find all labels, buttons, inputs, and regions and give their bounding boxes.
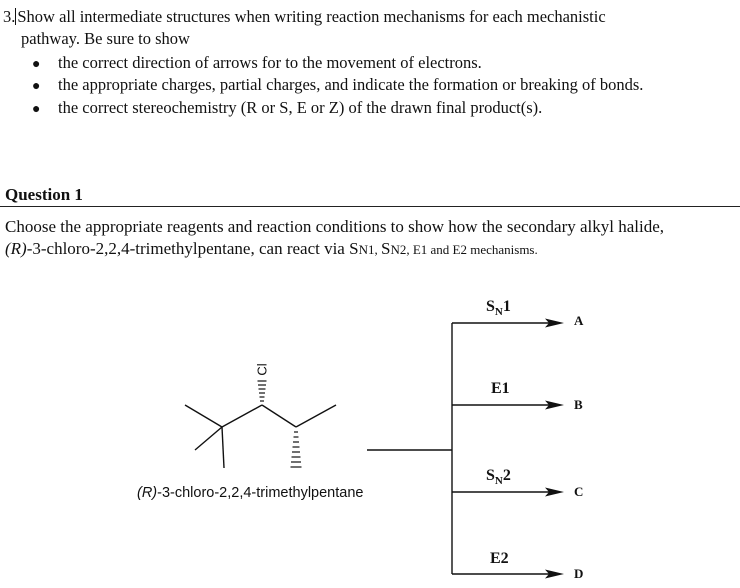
sn2-label-s: S (380, 239, 391, 258)
molecule-caption (137, 485, 363, 501)
sn1-label-rest: N1, (358, 242, 381, 257)
sn1-label-s: S (349, 239, 359, 258)
product-label-d: D (574, 566, 584, 581)
bond-methyl-c (222, 427, 224, 468)
stereo-descriptor: (R) (5, 239, 27, 258)
bond-c4-c5 (296, 405, 336, 427)
skeletal-structure (185, 323, 550, 574)
bullet-text-1: the correct direction of arrows for to the movement of electrons. (58, 53, 482, 72)
bullet-text-3: the correct stereochemistry (R or S, E or Z) of the drawn final product(s). (58, 98, 543, 117)
product-label-a: A (574, 313, 584, 328)
caption-stereo-descriptor: (R) (137, 485, 158, 501)
question-text-line-1: Choose the appropriate reagents and reaction conditions to show how the secondary alkyl halide, (5, 217, 665, 236)
bullet-text-2: the appropriate charges, partial charges, and indicate the formation or breaking of bonds. (58, 75, 644, 94)
chlorine-atom-label: Cl (254, 363, 270, 376)
bond-methyl-b (195, 427, 222, 450)
product-label-c: C (574, 484, 584, 499)
mechanism-label-e2: E2 (490, 550, 509, 567)
bond-c3-c4 (262, 405, 296, 427)
mechanism-label-sn1: $S_N1$ (486, 298, 511, 319)
question-number: 3. (3, 7, 16, 26)
hashed-wedge-cl (258, 381, 267, 401)
bond-methyl-a (185, 405, 222, 427)
caption-compound-name: -3-chloro-2,2,4-trimethylpentane (157, 485, 364, 501)
mechanism-label-sn2: $S_N2$ (486, 467, 511, 488)
mechanism-label-e1: E1 (491, 380, 510, 397)
bond-c2-c3 (222, 405, 262, 427)
product-label-b: B (574, 397, 583, 412)
bullet-dot: ● (32, 102, 41, 117)
sn2-label-rest: N2, E1 and E2 mechanisms. (390, 242, 538, 257)
instructions-text-1: Show all intermediate structures when writing reaction mechanisms for each mechanistic (17, 7, 606, 26)
instructions-line-2: pathway. Be sure to show (21, 29, 190, 48)
compound-name: -3-chloro-2,2,4-trimethylpentane, can react via (26, 239, 350, 258)
hashed-wedge-methyl (291, 432, 302, 467)
arrowheads (545, 319, 564, 579)
bullet-dot: ● (32, 79, 41, 94)
bullet-dot: ● (32, 57, 41, 72)
question-title: Question 1 (5, 185, 83, 204)
